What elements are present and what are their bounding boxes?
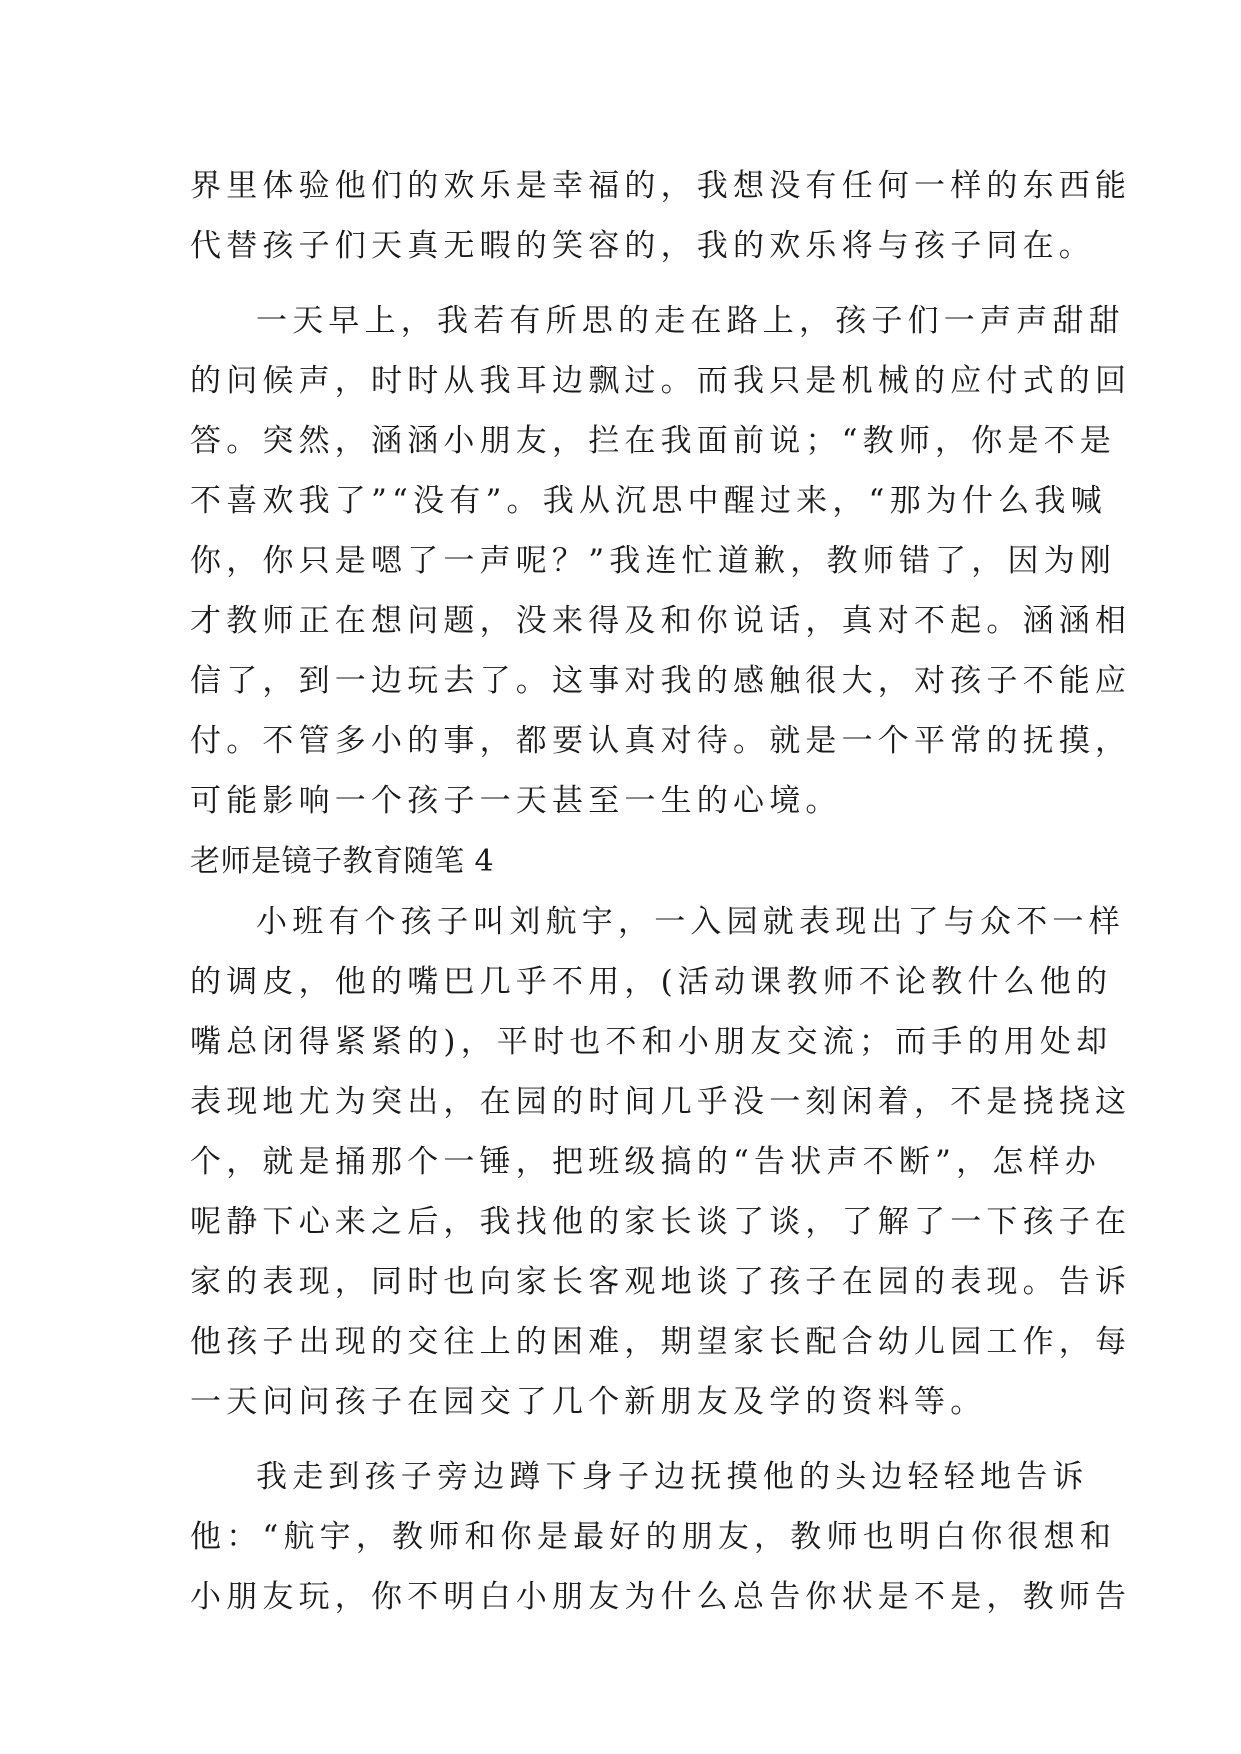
- text-line: 才教师正在想问题，没来得及和你说话，真对不起。涵涵相: [190, 603, 1132, 639]
- paragraph-start-line: 我走到孩子旁边蹲下身子边抚摸他的头边轻轻地告诉: [256, 1459, 1089, 1495]
- text-line: 呢静下心来之后，我找他的家长谈了谈，了解了一下孩子在: [190, 1204, 1132, 1240]
- text-line: 小朋友玩，你不明白小朋友为什么总告你状是不是，教师告: [190, 1579, 1132, 1615]
- text-line: 答。突然，涵涵小朋友，拦在我面前说；“教师，你是不是: [190, 423, 1117, 459]
- paragraph-start-line: 小班有个孩子叫刘航宇，一入园就表现出了与众不一样: [256, 904, 1125, 940]
- text-line: 的调皮，他的嘴巴几乎不用，(活动课教师不论教什么他的: [190, 964, 1113, 1000]
- text-line: 嘴总闭得紧紧的)，平时也不和小朋友交流；而手的用处却: [190, 1024, 1113, 1060]
- text-line: 的问候声，时时从我耳边飘过。而我只是机械的应付式的回: [190, 363, 1132, 399]
- text-line: 你，你只是嗯了一声呢？”我连忙道歉，教师错了，因为刚: [190, 543, 1117, 579]
- text-line: 家的表现，同时也向家长客观地谈了孩子在园的表现。告诉: [190, 1264, 1132, 1300]
- text-line: 界里体验他们的欢乐是幸福的，我想没有任何一样的东西能: [190, 168, 1132, 204]
- text-line: 一天问问孩子在园交了几个新朋友及学的资料等。: [190, 1384, 987, 1420]
- paragraph-start-line: 一天早上，我若有所思的走在路上，孩子们一声声甜甜: [256, 303, 1125, 339]
- text-line: 信了，到一边玩去了。这事对我的感触很大，对孩子不能应: [190, 663, 1132, 699]
- text-line: 他：“航宇，教师和你是最好的朋友，教师也明白你很想和: [190, 1519, 1117, 1555]
- text-line: 个，就是捅那个一锤，把班级搞的“告状声不断”，怎样办: [190, 1144, 1101, 1180]
- section-heading: 老师是镜子教育随笔 4: [190, 844, 495, 879]
- text-line: 表现地尤为突出，在园的时间几乎没一刻闲着，不是挠挠这: [190, 1084, 1132, 1120]
- text-line: 可能影响一个孩子一天甚至一生的心境。: [190, 783, 842, 819]
- text-line: 不喜欢我了”“没有”。我从沉思中醒过来，“那为什么我喊: [190, 483, 1107, 519]
- text-line: 付。不管多小的事，都要认真对待。就是一个平常的抚摸，: [190, 723, 1132, 759]
- text-line: 代替孩子们天真无暇的笑容的，我的欢乐将与孩子同在。: [190, 228, 1095, 264]
- text-line: 他孩子出现的交往上的困难，期望家长配合幼儿园工作，每: [190, 1324, 1132, 1360]
